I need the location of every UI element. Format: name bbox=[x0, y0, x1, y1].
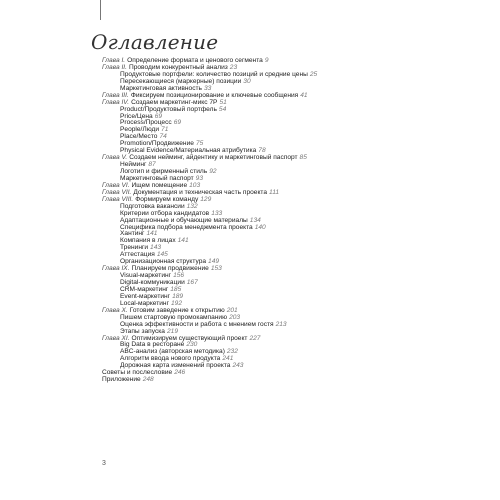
entry-title: Проводим конкурентный анализ bbox=[128, 63, 228, 71]
entry-title: Ищем помещение bbox=[131, 181, 188, 189]
entry-title: Оптимизируем существующий проект bbox=[131, 334, 248, 342]
toc-entry bbox=[102, 370, 500, 377]
entry-page-number: 230 bbox=[186, 341, 198, 349]
entry-title: Критерии отбора кандидатов bbox=[120, 209, 210, 217]
entry-page-number: 33 bbox=[203, 84, 212, 92]
entry-page-number: 143 bbox=[150, 244, 162, 252]
entry-title: Организационная структура bbox=[120, 258, 207, 266]
table-of-contents bbox=[102, 58, 500, 384]
entry-title: CRM-маркетинг bbox=[120, 285, 169, 293]
entry-page-number: 141 bbox=[177, 237, 189, 245]
chapter-label: Глава IX. bbox=[102, 265, 130, 273]
entry-title: Place/Место bbox=[120, 133, 158, 141]
chapter-label: Глава X. bbox=[102, 306, 128, 314]
entry-page-number: 153 bbox=[210, 265, 222, 273]
entry-title: Документация и техническая часть проекта bbox=[133, 188, 268, 196]
entry-title: Пересекающиеся (маркерные) позиции bbox=[120, 77, 242, 85]
entry-page-number: 243 bbox=[232, 362, 244, 370]
entry-title: Маркетинговая активность bbox=[120, 84, 202, 92]
chapter-label: Глава VI. bbox=[102, 181, 130, 189]
entry-title: Big Data в ресторане bbox=[120, 341, 185, 349]
entry-page-number: 129 bbox=[200, 195, 212, 203]
entry-page-number: 132 bbox=[186, 202, 198, 210]
chapter-label: Глава III. bbox=[102, 91, 129, 99]
entry-title: ABC-анализ (авторская методика) bbox=[120, 348, 225, 356]
entry-title: Дорожная карта изменений проекта bbox=[120, 362, 231, 370]
entry-page-number: 25 bbox=[309, 70, 318, 78]
entry-title: Event-маркетинг bbox=[120, 292, 171, 300]
entry-page-number: 246 bbox=[174, 369, 186, 377]
entry-title: Process/Процесс bbox=[120, 119, 172, 127]
entry-page-number: 145 bbox=[156, 251, 168, 259]
entry-title: Этапы запуска bbox=[120, 327, 165, 335]
entry-page-number: 71 bbox=[161, 126, 169, 134]
entry-page-number: 54 bbox=[218, 105, 227, 113]
page-title: Оглавление bbox=[91, 30, 219, 54]
entry-page-number: 133 bbox=[211, 209, 223, 217]
entry-page-number: 85 bbox=[299, 154, 307, 162]
entry-page-number: 192 bbox=[170, 299, 182, 307]
entry-page-number: 149 bbox=[208, 258, 220, 266]
entry-page-number: 141 bbox=[146, 230, 158, 238]
chapter-label: Глава II. bbox=[102, 63, 127, 71]
entry-title: Physical Evidence/Материальная атрибутика bbox=[120, 147, 257, 155]
chapter-label: Глава VII. bbox=[102, 188, 132, 196]
entry-title: People/Люди bbox=[120, 126, 160, 134]
entry-page-number: 78 bbox=[258, 147, 266, 155]
entry-title: Price/Цена bbox=[120, 112, 153, 120]
entry-page-number: 134 bbox=[249, 216, 261, 224]
chapter-label: Глава IV. bbox=[102, 98, 130, 106]
chapter-label: Глава VIII. bbox=[102, 195, 134, 203]
margin-rule bbox=[100, 0, 101, 20]
chapter-label: Глава XI. bbox=[102, 334, 130, 342]
entry-page-number: 156 bbox=[173, 272, 185, 280]
entry-page-number: 75 bbox=[195, 140, 204, 148]
entry-title: Digital-коммуникации bbox=[120, 279, 185, 286]
entry-page-number: 227 bbox=[249, 334, 261, 342]
entry-title: Адаптационные и обучающие материалы bbox=[120, 216, 248, 224]
entry-page-number: 203 bbox=[229, 313, 241, 321]
entry-page-number: 69 bbox=[154, 112, 163, 120]
entry-title: Product/Продуктовый портфель bbox=[120, 105, 217, 113]
entry-title: Аттестация bbox=[120, 251, 155, 259]
entry-title: Promotion/Продвижение bbox=[120, 140, 194, 148]
entry-title: Маркетинговый паспорт bbox=[120, 174, 194, 182]
entry-title: Определение формата и ценового сегмента bbox=[127, 57, 263, 64]
entry-title: Планируем продвижение bbox=[131, 265, 209, 273]
entry-page-number: 189 bbox=[172, 292, 184, 300]
chapter-label: Глава V. bbox=[102, 154, 128, 162]
entry-page-number: 92 bbox=[209, 168, 217, 175]
entry-page-number: 51 bbox=[219, 98, 227, 106]
entry-title: Формируем команду bbox=[135, 195, 199, 203]
entry-page-number: 111 bbox=[269, 188, 280, 196]
toc-entry bbox=[102, 155, 500, 162]
entry-page-number: 30 bbox=[243, 77, 251, 85]
toc-subentry bbox=[102, 225, 500, 232]
entry-page-number: 87 bbox=[148, 161, 156, 169]
entry-page-number: 69 bbox=[173, 119, 182, 127]
entry-title: Логотип и фирменный стиль bbox=[120, 168, 208, 175]
page-number: 3 bbox=[102, 460, 106, 467]
entry-page-number: 167 bbox=[186, 279, 198, 286]
entry-title: Приложение bbox=[102, 376, 141, 384]
entry-title: Пишем стартовую промокампанию bbox=[120, 313, 228, 321]
toc-entry bbox=[102, 377, 500, 384]
entry-page-number: 185 bbox=[170, 285, 182, 293]
entry-title: Советы и послесловие bbox=[102, 369, 173, 377]
entry-title: Специфика подбора менеджмента проекта bbox=[120, 223, 253, 231]
entry-title: Тренинги bbox=[120, 244, 149, 252]
entry-page-number: 103 bbox=[189, 181, 201, 189]
entry-title: Алгоритм ввода нового продукта bbox=[120, 355, 221, 363]
entry-title: Нейминг bbox=[120, 161, 147, 169]
entry-title: Создаем маркетинг-микс 7P bbox=[131, 98, 218, 106]
entry-title: Подготовка вакансии bbox=[120, 202, 185, 210]
entry-title: Оценка эффективности и работа с мнением гостя bbox=[120, 320, 274, 328]
entry-title: Продуктовые портфели: количество позиций и средние цены bbox=[120, 70, 308, 78]
entry-title: Visual-маркетинг bbox=[120, 272, 172, 280]
entry-page-number: 241 bbox=[222, 355, 234, 363]
entry-title: Local-маркетинг bbox=[120, 299, 169, 307]
entry-title: Хантинг bbox=[120, 230, 145, 238]
entry-page-number: 93 bbox=[195, 174, 203, 182]
entry-page-number: 74 bbox=[159, 133, 167, 141]
entry-title: Фиксируем позиционирование и ключевые сообщения bbox=[130, 91, 299, 99]
entry-page-number: 140 bbox=[254, 223, 266, 231]
entry-page-number: 23 bbox=[229, 63, 238, 71]
entry-page-number: 232 bbox=[226, 348, 238, 356]
chapter-label: Глава I. bbox=[102, 57, 126, 64]
entry-page-number: 9 bbox=[264, 57, 269, 64]
entry-page-number: 219 bbox=[166, 327, 178, 335]
entry-title: Компания в лицах bbox=[120, 237, 176, 245]
entry-page-number: 41 bbox=[300, 91, 308, 99]
toc-subentry bbox=[102, 238, 500, 245]
entry-title: Готовим заведение к открытию bbox=[129, 306, 225, 314]
entry-page-number: 248 bbox=[142, 376, 154, 384]
entry-title: Создаем нейминг, айдентику и маркетинговый паспорт bbox=[129, 154, 298, 162]
entry-page-number: 213 bbox=[275, 320, 287, 328]
entry-page-number: 201 bbox=[226, 306, 238, 314]
